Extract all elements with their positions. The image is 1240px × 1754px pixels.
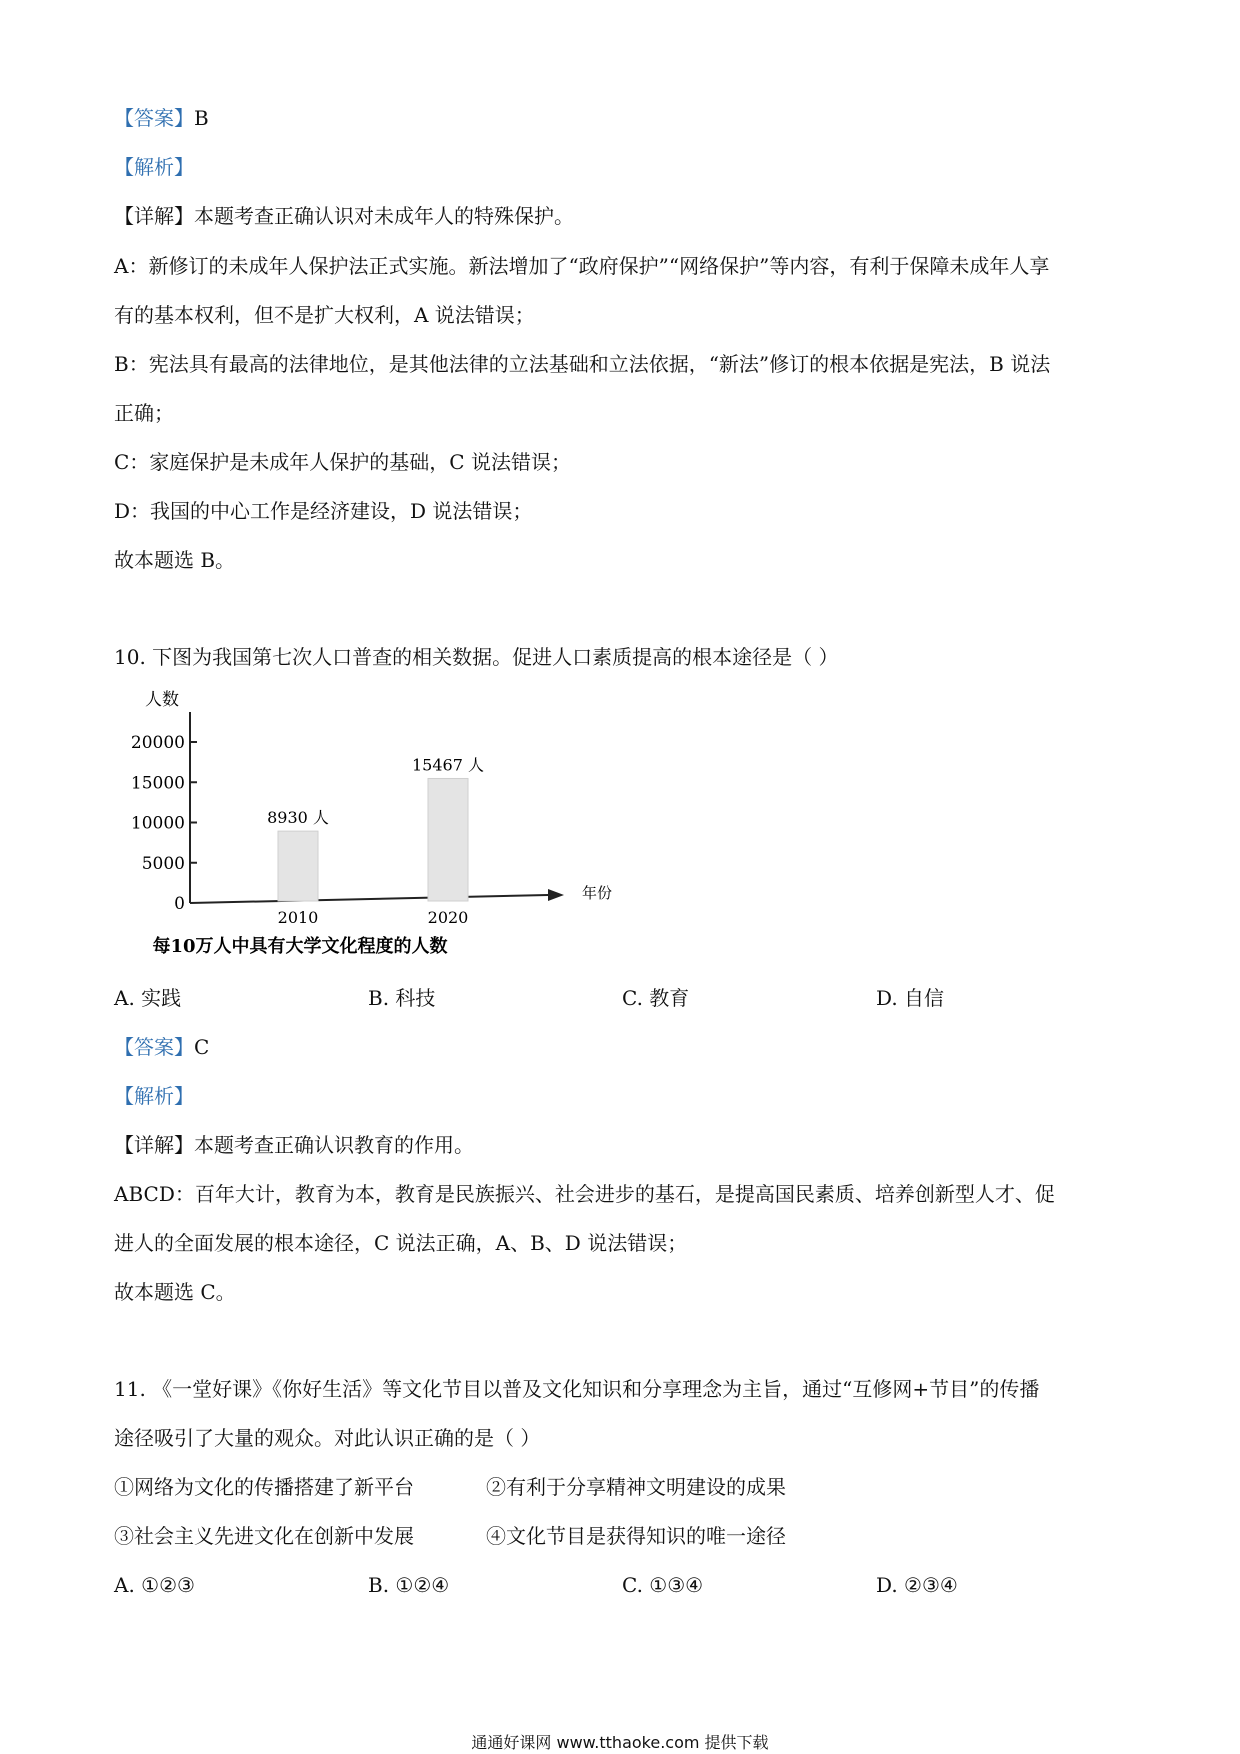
q11-question-line2: 途径吸引了大量的观众。对此认识正确的是（ ） xyxy=(114,1426,541,1450)
q10-explanation-line: ABCD：百年大计，教育为本，教育是民族振兴、社会进步的基石，是提高国民素质、培养创新型人才、促 xyxy=(114,1182,1055,1206)
option-b[interactable]: B. ①②④ xyxy=(368,1573,450,1597)
answer-tag: 【答案】 xyxy=(114,1035,194,1059)
detail-tag: 【详解】 xyxy=(114,204,194,228)
y-tick-label: 5000 xyxy=(141,853,185,874)
q9-analysis-tag xyxy=(114,153,194,181)
statement-4: ④文化节目是获得知识的唯一途径 xyxy=(486,1524,786,1548)
option-c[interactable]: C. ①③④ xyxy=(622,1573,704,1597)
chart-caption: 每10万人中具有大学文化程度的人数 xyxy=(152,936,448,957)
bar-2020 xyxy=(428,778,468,901)
option-c[interactable]: C. 教育 xyxy=(622,986,690,1010)
y-tick-label: 20000 xyxy=(130,733,185,753)
q9-explanation-line: A：新修订的未成年人保护法正式实施。新法增加了“政府保护”“网络保护”等内容，有利于保障未成年人享 xyxy=(114,254,1050,278)
q10-explanation-line: 进人的全面发展的根本途径，C 说法正确，A、B、D 说法错误； xyxy=(114,1231,688,1255)
q9-explanation-line: B：宪法具有最高的法律地位，是其他法律的立法基础和立法依据，“新法”修订的根本依据是宪法，B 说法 xyxy=(114,352,1051,376)
analysis-tag: 【解析】 xyxy=(114,1084,194,1108)
x-tick-label: 2020 xyxy=(427,908,469,927)
q9-explanation-line: 正确； xyxy=(114,401,174,425)
x-axis xyxy=(190,895,548,903)
option-d[interactable]: D. 自信 xyxy=(876,986,945,1010)
option-a[interactable]: A. 实践 xyxy=(114,986,182,1010)
x-axis-arrow-icon xyxy=(548,889,564,901)
q9-explanation-line: 有的基本权利，但不是扩大权利，A 说法错误； xyxy=(114,303,535,327)
population-bar-chart xyxy=(110,680,620,965)
q9-detail-line xyxy=(114,202,574,230)
bar-2010 xyxy=(278,831,318,901)
bar-data-label: 15467 人 xyxy=(412,755,484,775)
q10-question: 10. 下图为我国第七次人口普查的相关数据。促进人口素质提高的根本途径是（ ） xyxy=(114,645,839,669)
statement-2: ②有利于分享精神文明建设的成果 xyxy=(486,1475,786,1499)
q9-answer-line xyxy=(114,104,209,132)
detail-text: 本题考查正确认识教育的作用。 xyxy=(194,1133,474,1157)
q9-explanation-line: C：家庭保护是未成年人保护的基础，C 说法错误； xyxy=(114,450,571,474)
q10-answer-line xyxy=(114,1033,209,1061)
y-tick-label: 10000 xyxy=(130,813,185,834)
x-tick-label: 2010 xyxy=(277,908,319,927)
y-tick-label: 15000 xyxy=(130,773,185,794)
statement-1: ①网络为文化的传播搭建了新平台 xyxy=(114,1475,414,1499)
y-axis-label: 人数 xyxy=(145,690,179,710)
option-b[interactable]: B. 科技 xyxy=(368,986,436,1010)
y-tick-label: 0 xyxy=(174,894,185,914)
option-a[interactable]: A. ①②③ xyxy=(114,1573,195,1597)
q10-analysis-tag xyxy=(114,1082,194,1110)
answer-value: C xyxy=(194,1035,210,1059)
answer-tag: 【答案】 xyxy=(114,106,194,130)
answer-value: B xyxy=(194,106,209,130)
q9-conclusion: 故本题选 B。 xyxy=(114,548,236,572)
option-d[interactable]: D. ②③④ xyxy=(876,1573,958,1597)
statement-3: ③社会主义先进文化在创新中发展 xyxy=(114,1524,414,1548)
q9-explanation-line: D：我国的中心工作是经济建设，D 说法错误； xyxy=(114,499,533,523)
q10-conclusion: 故本题选 C。 xyxy=(114,1280,236,1304)
detail-tag: 【详解】 xyxy=(114,1133,194,1157)
page-footer: 通通好课网 www.tthaoke.com 提供下载 xyxy=(471,1733,769,1752)
x-axis-label: 年份 xyxy=(582,884,613,902)
analysis-tag: 【解析】 xyxy=(114,155,194,179)
q11-question-line1: 11. 《一堂好课》《你好生活》等文化节目以普及文化知识和分享理念为主旨，通过“互修网+节目”的传播 xyxy=(114,1377,1040,1401)
q10-detail-line xyxy=(114,1131,474,1159)
detail-text: 本题考查正确认识对未成年人的特殊保护。 xyxy=(194,204,574,228)
bar-data-label: 8930 人 xyxy=(267,808,329,828)
